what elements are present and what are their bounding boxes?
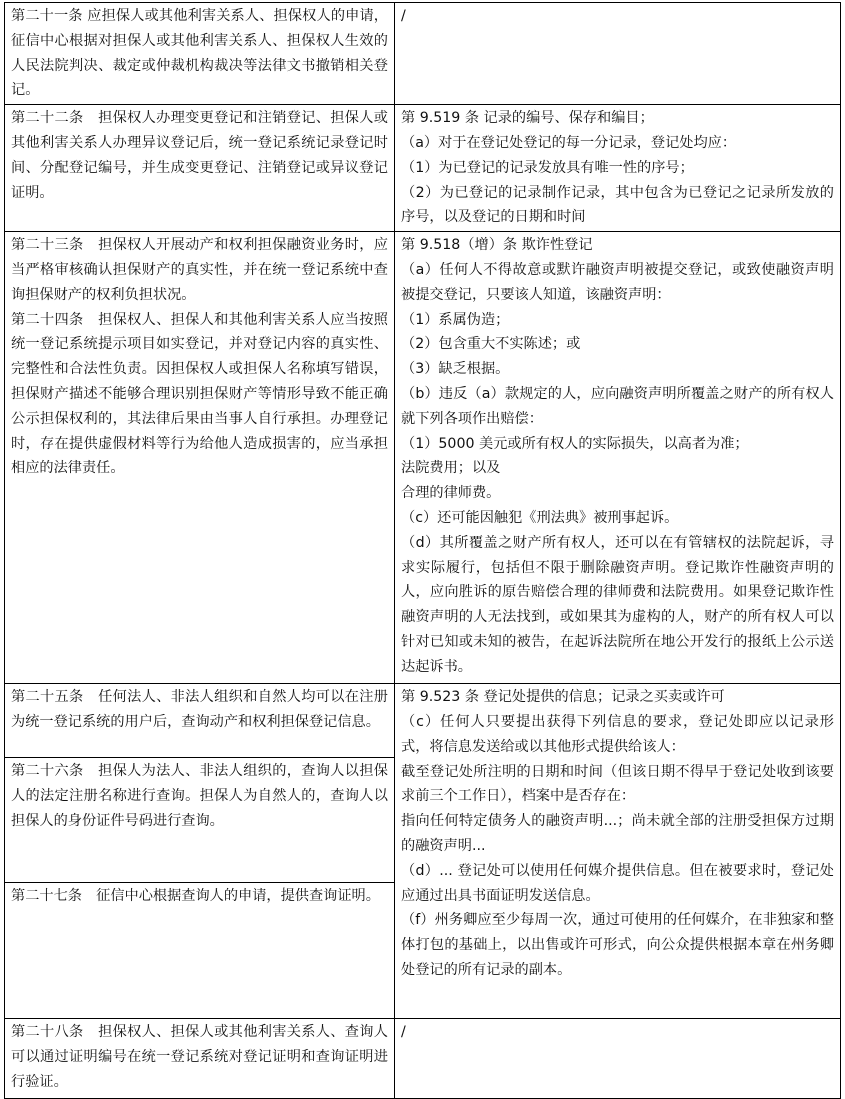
- section-clause: 合理的律师费。: [401, 485, 501, 502]
- comparison-table: [4, 2, 841, 1099]
- section-clause: （d）... 登记处可以使用任何媒介提供信息。但在被要求时，登记处应通过出具书面证明发送信息。: [401, 862, 834, 904]
- section-clause: （3）缺乏根据。: [401, 361, 510, 378]
- section-clause: （a）任何人不得故意或默许融资声明被提交登记，或致使融资声明被提交登记，只要该人知道，该融资声明：: [401, 261, 834, 303]
- table-row: [5, 1019, 841, 1099]
- table-row: [5, 232, 841, 684]
- section-clause: （1）系属伪造；: [401, 311, 510, 328]
- cell-left-article-25: [5, 684, 395, 758]
- cell-left-article-23-24: [5, 232, 395, 684]
- slash-mark: /: [401, 1024, 406, 1041]
- cell-left-article-28: [5, 1019, 395, 1099]
- cell-right-empty: [395, 1019, 841, 1099]
- section-clause: （c）任何人只要提出获得下列信息的要求，登记处即应以记录形式，将信息发送给或以其他形式提供给该人：: [401, 713, 834, 755]
- section-clause: （a）对于在登记处登记的每一分记录，登记处均应：: [401, 134, 737, 151]
- cell-left-article-26: [5, 758, 395, 883]
- article-text: 第二十三条 担保权人开展动产和权利担保融资业务时，应当严格审核确认担保财产的真实性，并在统一登记系统中查询担保财产的权利负担状况。: [11, 237, 388, 303]
- cell-left-article-21: [5, 3, 395, 105]
- table-row: [5, 3, 841, 105]
- section-heading: 第 9.523 条 登记处提供的信息；记录之买卖或许可: [401, 689, 725, 706]
- article-text: 第二十八条 担保权人、担保人或其他利害关系人、查询人可以通过证明编号在统一登记系统对登记证明和查询证明进行验证。: [11, 1024, 388, 1090]
- section-clause: （b）违反（a）款规定的人，应向融资声明所覆盖之财产的所有权人就下列各项作出赔偿：: [401, 385, 834, 427]
- section-clause: （f）州务卿应至少每周一次，通过可使用的任何媒介，在非独家和整体打包的基础上，以出售或许可形式，向公众提供根据本章在州务卿处登记的所有记录的副本。: [401, 912, 834, 978]
- section-clause: （1）5000 美元或所有权人的实际损失，以高者为准；: [401, 435, 749, 452]
- cell-left-article-27: [5, 883, 395, 1019]
- table-row: [5, 684, 841, 758]
- article-text: 第二十一条 应担保人或其他利害关系人、担保权人的申请，征信中心根据对担保人或其他利害关系人、担保权人生效的人民法院判决、裁定或仲裁机构裁决等法律文书撤销相关登记。: [11, 8, 388, 99]
- article-text: 第二十四条 担保权人、担保人和其他利害关系人应当按照统一登记系统提示项目如实登记，并对登记内容的真实性、完整性和合法性负责。因担保权人或担保人名称填写错误，担保财产描述不能够合理识别担保财产等情形导致不能正确公示担保权利的，其法律后果由当事人自行承担。办理登记时，存在提供虚假材料等行为给他人造成损害的，应当承担相应的法律责任。: [11, 311, 388, 477]
- section-clause: 法院费用；以及: [401, 460, 501, 477]
- cell-right-9-523: [395, 684, 841, 1019]
- table-row: [5, 105, 841, 232]
- cell-right-9-519: [395, 105, 841, 232]
- section-clause: （2）包含重大不实陈述；或: [401, 336, 581, 353]
- article-text: 第二十七条 征信中心根据查询人的申请，提供查询证明。: [11, 888, 380, 905]
- cell-right-9-518: [395, 232, 841, 684]
- section-heading: 第 9.518（增）条 欺诈性登记: [401, 237, 593, 254]
- section-heading: 第 9.519 条 记录的编号、保存和编目；: [401, 110, 654, 127]
- article-text: 第二十六条 担保人为法人、非法人组织的，查询人以担保人的法定注册名称进行查询。担保人为自然人的，查询人以担保人的身份证件号码进行查询。: [11, 763, 388, 829]
- slash-mark: /: [401, 8, 406, 24]
- section-clause: （1）为已登记的记录发放具有唯一性的序号；: [401, 159, 694, 176]
- article-text: 第二十五条 任何法人、非法人组织和自然人均可以在注册为统一登记系统的用户后，查询动产和权利担保登记信息。: [11, 689, 388, 730]
- section-clause: （2）为已登记的记录制作记录，其中包含为已登记之记录所发放的序号，以及登记的日期和时间: [401, 184, 834, 226]
- section-clause: （d）其所覆盖之财产所有权人，还可以在有管辖权的法院起诉，寻求实际履行，包括但不限于删除融资声明。登记欺诈性融资声明的人，应向胜诉的原告赔偿合理的律师费和法院费用。如果登记欺诈性融资声明的人无法找到，或如果其为虚构的人，财产的所有权人可以针对已知或未知的被告，在起诉法院所在地公开发行的报纸上公示送达起诉书。: [401, 534, 834, 675]
- section-clause: （c）还可能因触犯《刑法典》被刑事起诉。: [401, 509, 679, 526]
- cell-right-empty: [395, 3, 841, 105]
- article-text: 第二十二条 担保权人办理变更登记和注销登记、担保人或其他利害关系人办理异议登记后，统一登记系统记录登记时间、分配登记编号，并生成变更登记、注销登记或异议登记证明。: [11, 110, 388, 201]
- section-clause: 指向任何特定债务人的融资声明...；尚未就全部的注册受担保方过期的融资声明...: [401, 813, 834, 854]
- section-clause: 截至登记处所注明的日期和时间（但该日期不得早于登记处收到该要求前三个工作日），档案中是否存在：: [401, 763, 834, 805]
- cell-left-article-22: [5, 105, 395, 232]
